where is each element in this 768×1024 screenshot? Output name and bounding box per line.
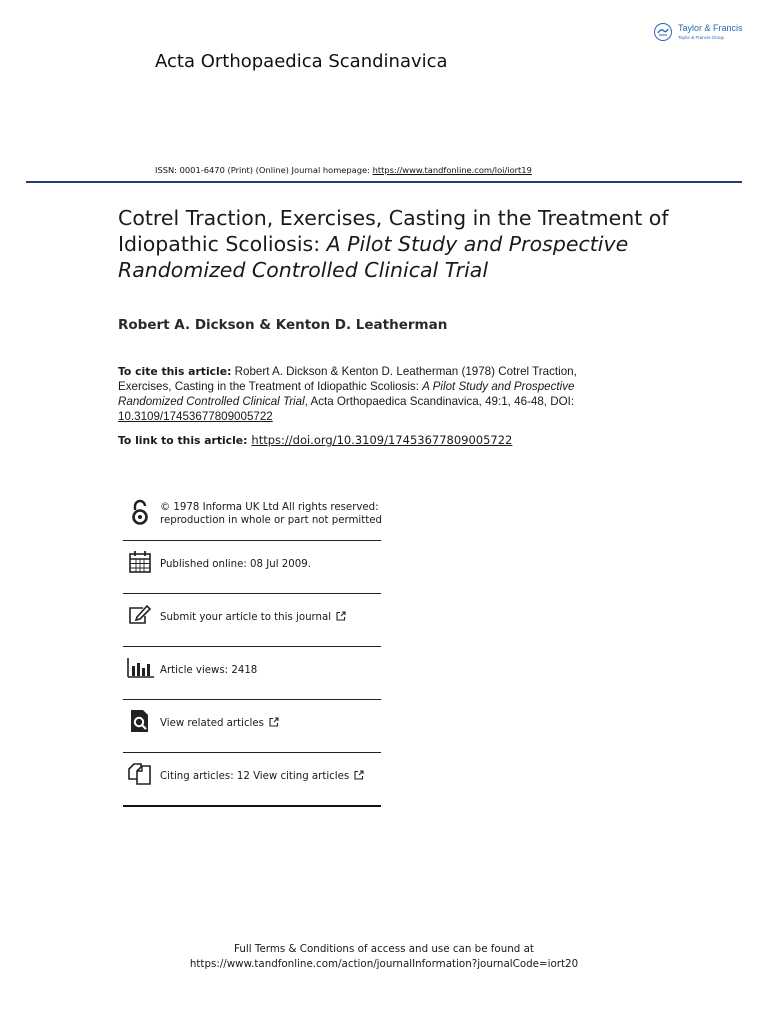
link-label: To link to this article:	[118, 434, 248, 447]
taylor-francis-logo-icon	[654, 23, 672, 41]
header-rule	[26, 181, 742, 183]
issn-line	[155, 165, 532, 175]
published-row	[123, 541, 381, 594]
external-link-icon	[269, 717, 279, 727]
article-title-plain: Cotrel Traction, Exercises, Casting in the Treatment of Idiopathic Scoliosis:	[118, 206, 669, 256]
publisher-logo	[654, 21, 754, 47]
rights-line-2: reproduction in whole or part not permitted	[160, 515, 382, 526]
journal-homepage-link[interactable]: https://www.tandfonline.com/loi/iort19	[372, 165, 532, 175]
rights-line-1: © 1978 Informa UK Ltd All rights reserved:	[160, 502, 379, 513]
citation-text-italic: A Pilot Study and Prospective Randomized Controlled Clinical Trial	[118, 380, 575, 408]
article-title-italic: A Pilot Study and Prospective Randomized Controlled Clinical Trial	[118, 232, 629, 282]
citing-row[interactable]	[123, 753, 381, 807]
footer-line-1: Full Terms & Conditions of access and use can be found at	[234, 943, 534, 955]
journal-title: Acta Orthopaedica Scandinavica	[155, 51, 448, 72]
search-document-icon	[127, 708, 153, 734]
citation-block	[118, 364, 618, 424]
submit-row[interactable]	[123, 594, 381, 647]
submit-text: Submit your article to this journal	[160, 612, 332, 623]
article-info-list	[123, 490, 381, 807]
published-text: Published online: 08 Jul 2009.	[160, 559, 311, 570]
citing-link[interactable]	[160, 770, 364, 783]
publisher-name: Taylor & Francis	[678, 23, 743, 33]
citation-label: To cite this article:	[118, 365, 232, 378]
edit-pencil-icon	[127, 602, 153, 628]
submit-link[interactable]	[160, 611, 346, 624]
article-title	[118, 205, 678, 283]
related-row[interactable]	[123, 700, 381, 753]
external-link-icon	[354, 770, 364, 780]
bar-chart-icon	[127, 655, 153, 681]
external-link-icon	[336, 611, 346, 621]
citation-doi-link[interactable]: 10.3109/17453677809005722	[118, 410, 273, 423]
issn-text: ISSN: 0001-6470 (Print) (Online) Journal homepage:	[155, 165, 373, 175]
views-row	[123, 647, 381, 700]
open-access-lock-icon	[127, 498, 153, 524]
calendar-icon	[127, 549, 153, 575]
footer-terms-link[interactable]: https://www.tandfonline.com/action/journalInformation?journalCode=iort20	[189, 958, 579, 970]
citation-text-2: , Acta Orthopaedica Scandinavica, 49:1, 46-48, DOI:	[304, 395, 575, 408]
citation-text-1: Robert A. Dickson & Kenton D. Leatherman (1978) Cotrel Traction, Exercises, Casting in the Treatment of Idiopathic Scoliosis:	[118, 365, 577, 393]
views-text: Article views: 2418	[160, 665, 258, 676]
publisher-tagline: Taylor & Francis Group	[678, 35, 725, 40]
article-link-line	[118, 433, 512, 447]
authors: Robert A. Dickson & Kenton D. Leatherman	[118, 317, 448, 333]
related-link[interactable]	[160, 717, 279, 730]
related-text: View related articles	[160, 718, 264, 729]
citing-documents-icon	[127, 761, 153, 787]
citing-text: Citing articles: 12 View citing articles	[160, 771, 350, 782]
rights-row	[123, 490, 381, 541]
article-doi-link[interactable]: https://doi.org/10.3109/17453677809005722	[251, 433, 513, 447]
rights-text	[160, 501, 382, 527]
footer	[0, 942, 768, 972]
